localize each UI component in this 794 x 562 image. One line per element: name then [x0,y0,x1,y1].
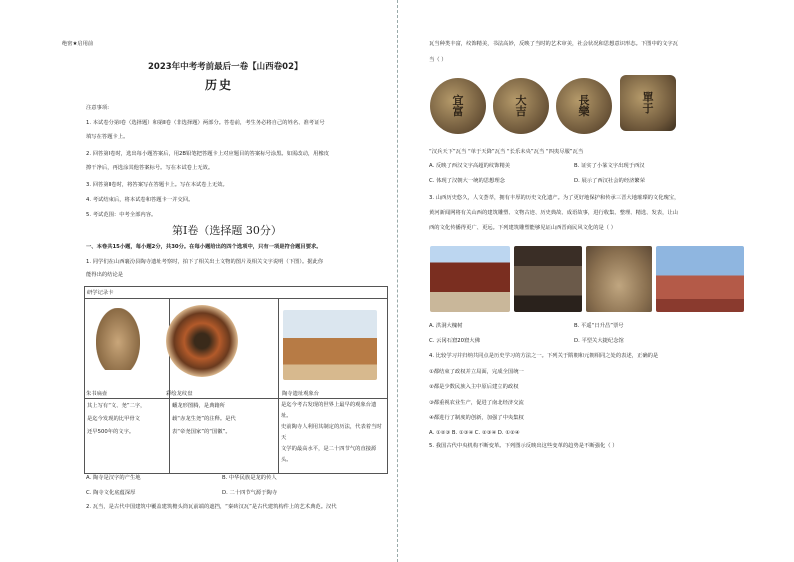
caption: 陶寺遗址观象台 [282,391,320,397]
tile-end-image [493,78,549,134]
caption: 朱书扁壶 [86,391,108,397]
grotto-photo [586,246,652,312]
card-text: 址。 [281,413,292,419]
tile-end-glyph: 大 吉 [515,94,527,118]
card-text-cell [170,399,279,474]
q4-item: ②都是少数民族入主中原后建立的政权 [429,384,519,390]
option[interactable]: B. 平遥“日升昌”票号 [574,323,624,329]
instruction: 一、本卷共15小题，每小题2分，共30分。在每小题给出的四个选项中，只有一项是符合题目要求。 [86,244,322,250]
dragon-plate-image [166,305,238,377]
option[interactable]: C. 体现了汉朝大一统的思想理念 [429,178,505,184]
secret-mark: 绝密★启用前 [62,41,94,47]
tile-end-glyph: 長 樂 [578,94,590,118]
q2-stem: 瓦当种类丰富，纹饰精美，书法高妙，反映了当时的艺术审美，社会状况和思想意识形态。下图中的文字瓦 [429,41,678,47]
card-text-cell [279,399,388,474]
card-text: 载“赤龙生尧”的注释。是代 [172,416,236,422]
q3-stem: 3. 山西历史悠久，人文荟萃，拥有丰厚的历史文化遗产。为了更好地保护和传承三晋大地璀璨的文化瑰宝， [429,195,680,201]
q5-stem: 5. 我国古代中央机构不断变革。下列图示反映出这些变革的趋势是不断强化（ ） [429,443,618,449]
note-line: 4. 考试结束后，将本试卷和答题卡一并交回。 [86,197,194,203]
q2-stem: 2. 瓦当，是古代中国建筑中覆盖建筑檐头筒瓦前端的遮挡，“秦砖汉瓦”是古代建筑构件上的艺术典范。汉代 [86,504,337,510]
q4-item: ①都结束了政权并立局面，完成全国统一 [429,369,524,375]
option[interactable]: D. 二十四节气源于陶寺 [222,490,278,496]
tile-end-glyph: 單 于 [642,91,654,115]
q4-item: ④都进行了制度的创新，加强了中央集权 [429,415,524,421]
note-line: 填写在答题卡上。 [86,134,129,140]
tile-end-image [556,78,612,134]
option[interactable]: B. 证实了小篆文字出现于西汉 [574,163,645,169]
card-text: 表“帝尧国家”的“国徽”。 [172,429,231,435]
card-text: 蟠龙形图腾，是典籍所 [172,403,225,409]
caption: 彩绘龙纹盘 [166,391,193,397]
option[interactable]: C. 陶寺文化底蕴深厚 [86,490,136,496]
note-line: 5. 考试范围：中考全部内容。 [86,212,157,218]
tile-end-image [430,78,486,134]
note-line: 3. 回答第Ⅱ卷时，将答案写在答题卡上。写在本试卷上无效。 [86,182,228,188]
right-column [397,0,794,562]
tile-end-labels: “汉兵天下”瓦当 “单于天降”瓦当 “长乐未央”瓦当 “四夷尽服”瓦当 [429,149,584,155]
card-text: 是迄今发现的比甲骨文 [87,416,140,422]
note-line: 1. 本试卷分第Ⅰ卷（选择题）和第Ⅱ卷（非选择题）两部分。答卷前，考生务必将自己的姓名、准考证号 [86,120,325,126]
card-text: 文学的最高水平，是二十四节气的直接源头。 [281,446,377,463]
card-title: 研学记录卡 [85,287,388,299]
q2-stem: 当（ ） [429,57,447,63]
courtyard-photo [514,246,582,312]
subject-title: 历史 [205,78,234,92]
gate-photo [430,246,510,312]
card-text: 是迄今考古发现的世界上最早的观象台遗 [281,402,377,408]
option[interactable]: A. 陶寺是汉字的产生地 [86,475,141,481]
option[interactable]: D. 展示了西汉社会的经济繁荣 [574,178,646,184]
option[interactable]: C. 云冈石窟20窟大佛 [429,338,480,344]
card-text-cell [85,399,170,474]
card-text: 还早500年的文字。 [87,429,135,435]
q1-stem: 1. 同学们在山西襄汾县陶寺遗址考察时，拍下了相关出土文物的图片及相关文字说明（下图）。据此你 [86,259,324,265]
q4-stem: 4. 比较学习并归纳共同点是历史学习的方法之一。下列关于隋朝和元朝相同之处的表述，正确的是 [429,353,659,359]
tile-end-glyph: 宜 富 [452,94,464,118]
section-title: 第Ⅰ卷（选择题 30分） [172,224,282,237]
card-text: 史前陶寺人利用其制定的历法，代表着当时天 [281,424,382,441]
q3-stem: 西的文化传播得更广、更远。下列建筑雕塑能够见证山西晋商民风文化的是（ ） [429,225,617,231]
notes-heading: 注意事项: [86,105,109,111]
flask-image [96,308,140,370]
option[interactable]: D. 平型关大捷纪念馆 [574,338,624,344]
option[interactable]: B. 中华民族是龙的传人 [222,475,277,481]
q4-item: ③都重视农业生产，促进了南北经济交流 [429,400,524,406]
observatory-image [283,310,377,380]
option[interactable]: A. 反映了西汉文字高超的纹饰精美 [429,163,511,169]
note-line: 擦干净后，再选涂其他答案标号。写在本试卷上无效。 [86,165,214,171]
option[interactable]: A. 洪洞大槐树 [429,323,463,329]
card-text: 其上写有“文、尧”二字， [87,403,146,409]
q1-stem: 能得出的结论是 [86,272,124,278]
exam-title: 2023年中考考前最后一卷【山西卷02】 [148,62,303,72]
memorial-photo [656,246,744,312]
tile-end-image [620,75,676,131]
q4-options[interactable]: A. ①②③ B. ①③④ C. ②③④ D. ①②④ [429,430,520,436]
q3-stem: 黄河新闻网将有关山西的建筑雕塑、文物古迹、历史典故、成语故事，进行收集、整理、精选、发表，让山 [429,210,678,216]
note-line: 2. 回答第Ⅰ卷时，选出每小题答案后，用2B铅笔把答题卡上对应题目的答案标号涂黑。如需改动，用橡皮 [86,151,330,157]
